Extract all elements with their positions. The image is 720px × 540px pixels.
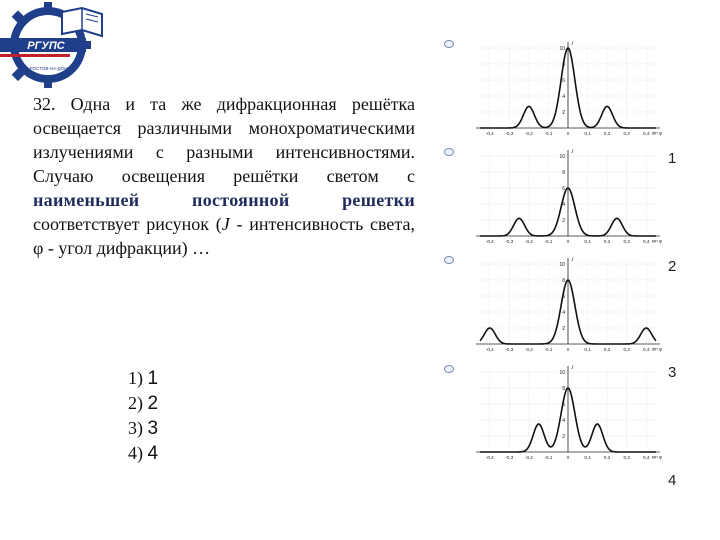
x-tick-label: -0,4 bbox=[485, 347, 494, 352]
angle-symbol: φ bbox=[33, 238, 44, 258]
answer-option-1[interactable]: 1) 1 bbox=[128, 368, 159, 389]
y-axis-label: J bbox=[571, 41, 574, 47]
x-tick-label: 0,3 bbox=[623, 131, 630, 136]
x-tick-label: -0,3 bbox=[505, 239, 514, 244]
diffraction-plot-1[interactable] bbox=[470, 38, 670, 146]
question-highlight: наименьшей постоянной решетки bbox=[33, 190, 415, 210]
answer-option-3[interactable]: 3) 3 bbox=[128, 418, 159, 439]
x-tick-label: 0,2 bbox=[603, 131, 611, 136]
x-tick-label: 0 bbox=[566, 131, 570, 136]
y-tick-label: 10 bbox=[559, 45, 565, 52]
y-tick-label: 2 bbox=[562, 325, 565, 332]
x-tick-label: 0,1 bbox=[584, 131, 591, 136]
y-tick-label: 4 bbox=[562, 93, 565, 100]
logo-text: РГУПС bbox=[27, 40, 65, 52]
university-logo bbox=[0, 0, 110, 90]
x-tick-label: 0 bbox=[566, 455, 570, 460]
x-tick-label: 0,3 bbox=[623, 455, 630, 460]
question-part4: - угол дифракции) … bbox=[43, 238, 211, 258]
question-part3: - интенсивность света, bbox=[229, 214, 415, 234]
y-tick-label: 10 bbox=[559, 261, 565, 268]
x-tick-label: -0,4 bbox=[485, 131, 494, 136]
x-tick-label: -0,1 bbox=[544, 347, 553, 352]
y-tick-label: 8 bbox=[562, 277, 565, 284]
y-axis-label: J bbox=[571, 149, 574, 155]
y-tick-label: 4 bbox=[562, 201, 565, 208]
question-text bbox=[33, 92, 415, 260]
x-tick-label: -0,2 bbox=[524, 347, 533, 352]
x-axis-label: sin φ bbox=[651, 346, 662, 352]
bullet-icon bbox=[444, 365, 454, 373]
x-tick-label: 0,3 bbox=[623, 239, 630, 244]
x-axis-label: sin φ bbox=[651, 454, 662, 460]
x-tick-label: -0,3 bbox=[505, 455, 514, 460]
answer-options bbox=[128, 366, 158, 466]
y-tick-label: 8 bbox=[562, 169, 565, 176]
x-tick-label: 0 bbox=[566, 347, 570, 352]
x-tick-label: -0,1 bbox=[544, 131, 553, 136]
diffraction-plot-3[interactable] bbox=[470, 254, 670, 362]
answer-option-2[interactable]: 2) 2 bbox=[128, 393, 159, 414]
figure-number-4: 4 bbox=[668, 472, 677, 489]
x-tick-label: 0,2 bbox=[603, 239, 611, 244]
bullet-icon bbox=[444, 148, 454, 156]
x-tick-label: -0,4 bbox=[485, 455, 494, 460]
x-tick-label: 0,4 bbox=[643, 455, 650, 460]
bullet-icon bbox=[444, 256, 454, 264]
y-axis-label: J bbox=[571, 257, 574, 263]
y-tick-label: 10 bbox=[559, 153, 565, 160]
y-axis-label: J bbox=[571, 365, 574, 371]
y-tick-label: 6 bbox=[562, 77, 565, 84]
y-tick-label: 2 bbox=[562, 217, 565, 224]
y-tick-label: 8 bbox=[562, 385, 565, 392]
figure-number-3: 3 bbox=[668, 364, 677, 381]
x-tick-label: -0,4 bbox=[485, 239, 494, 244]
y-tick-label: 6 bbox=[562, 401, 565, 408]
intensity-symbol: J bbox=[221, 214, 230, 234]
x-tick-label: 0,4 bbox=[643, 347, 650, 352]
x-tick-label: 0,2 bbox=[603, 347, 611, 352]
x-tick-label: 0,2 bbox=[603, 455, 611, 460]
figure-number-1: 1 bbox=[668, 150, 677, 167]
diffraction-plot-2[interactable] bbox=[470, 146, 670, 254]
question-number: 32. bbox=[33, 94, 56, 114]
x-tick-label: -0,1 bbox=[544, 239, 553, 244]
x-tick-label: -0,3 bbox=[505, 131, 514, 136]
answer-option-4[interactable]: 4) 4 bbox=[128, 443, 159, 464]
y-tick-label: 4 bbox=[562, 417, 565, 424]
figure-number-2: 2 bbox=[668, 258, 677, 275]
x-tick-label: 0,1 bbox=[584, 347, 591, 352]
y-tick-label: 2 bbox=[562, 433, 565, 440]
diffraction-plot-4[interactable] bbox=[470, 362, 670, 470]
x-tick-label: 0,4 bbox=[643, 239, 650, 244]
y-tick-label: 4 bbox=[562, 309, 565, 316]
x-axis-label: sin φ bbox=[651, 130, 662, 136]
logo-subtext: РОСТОВ-НА-ДОНУ bbox=[29, 66, 71, 71]
y-tick-label: 10 bbox=[559, 369, 565, 376]
y-tick-label: 6 bbox=[562, 293, 565, 300]
x-tick-label: 0,4 bbox=[643, 131, 650, 136]
bullet-icon bbox=[444, 40, 454, 48]
x-tick-label: -0,2 bbox=[524, 239, 533, 244]
x-tick-label: -0,2 bbox=[524, 455, 533, 460]
y-tick-label: 8 bbox=[562, 61, 565, 68]
x-tick-label: 0 bbox=[566, 239, 570, 244]
x-tick-label: 0,1 bbox=[584, 455, 591, 460]
x-tick-label: -0,3 bbox=[505, 347, 514, 352]
x-tick-label: -0,2 bbox=[524, 131, 533, 136]
x-tick-label: 0,1 bbox=[584, 239, 591, 244]
x-tick-label: 0,3 bbox=[623, 347, 630, 352]
x-tick-label: -0,1 bbox=[544, 455, 553, 460]
x-axis-label: sin φ bbox=[651, 238, 662, 244]
question-part1: Одна и та же дифракционная решётка освещается различными монохроматическими излучениями с разными интенсивностями. Случаю освещения решётки светом с bbox=[33, 94, 416, 186]
y-tick-label: 6 bbox=[562, 185, 565, 192]
question-part2: соответствует рисунок ( bbox=[33, 214, 222, 234]
y-tick-label: 2 bbox=[562, 109, 565, 116]
